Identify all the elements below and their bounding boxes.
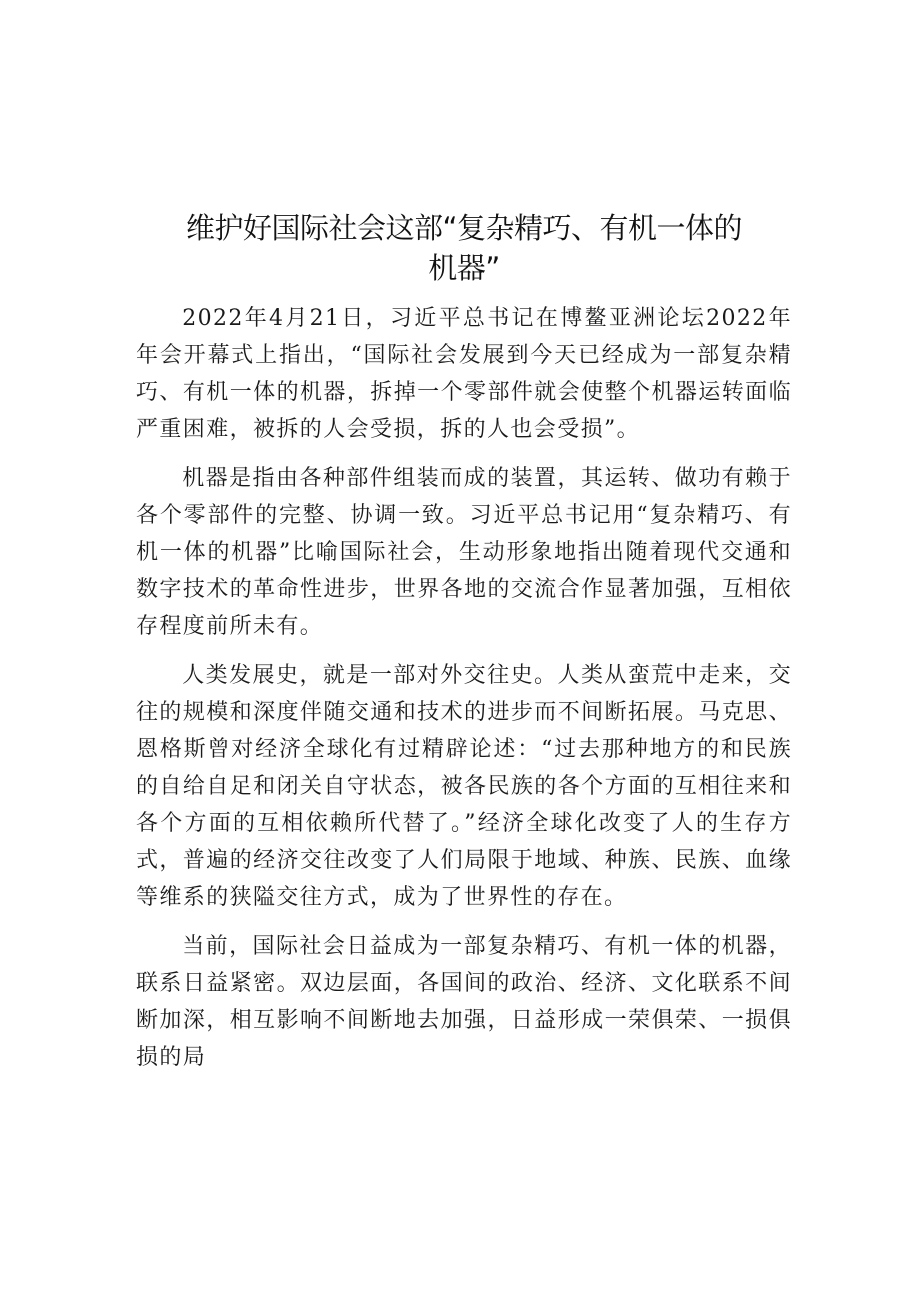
- article-title-line-2: 机器”: [428, 251, 500, 285]
- article-title-line-1: 维护好国际社会这部“复杂精巧、有机一体的: [185, 211, 743, 245]
- paragraph-1: 2022年4月21日，习近平总书记在博鳌亚洲论坛2022年年会开幕式上指出，“国际社会发展到今天已经成为一部复杂精巧、有机一体的机器，拆掉一个零部件就会使整个机器运转面临严重困难，被拆的人会受损，拆的人也会受损”。: [136, 306, 792, 442]
- article-title: [136, 208, 792, 288]
- paragraph-3: 人类发展史，就是一部对外交往史。人类从蛮荒中走来，交往的规模和深度伴随交通和技术的进步而不间断拓展。马克思、恩格斯曾对经济全球化有过精辟论述：“过去那种地方的和民族的自给自足和闭关自守状态，被各民族的各个方面的互相往来和各个方面的互相依赖所代替了。”经济全球化改变了人的生存方式，普遍的经济交往改变了人们局限于地域、种族、民族、血缘等维系的狭隘交往方式，成为了世界性的存在。: [136, 663, 792, 910]
- paragraph-2: 机器是指由各种部件组装而成的装置，其运转、做功有赖于各个零部件的完整、协调一致。习近平总书记用“复杂精巧、有机一体的机器”比喻国际社会，生动形象地指出随着现代交通和数字技术的革命性进步，世界各地的交流合作显著加强，互相依存程度前所未有。: [136, 466, 792, 639]
- paragraph-4: 当前，国际社会日益成为一部复杂精巧、有机一体的机器，联系日益紧密。双边层面，各国间的政治、经济、文化联系不间断加深，相互影响不间断地去加强，日益形成一荣俱荣、一损俱损的局: [136, 934, 792, 1070]
